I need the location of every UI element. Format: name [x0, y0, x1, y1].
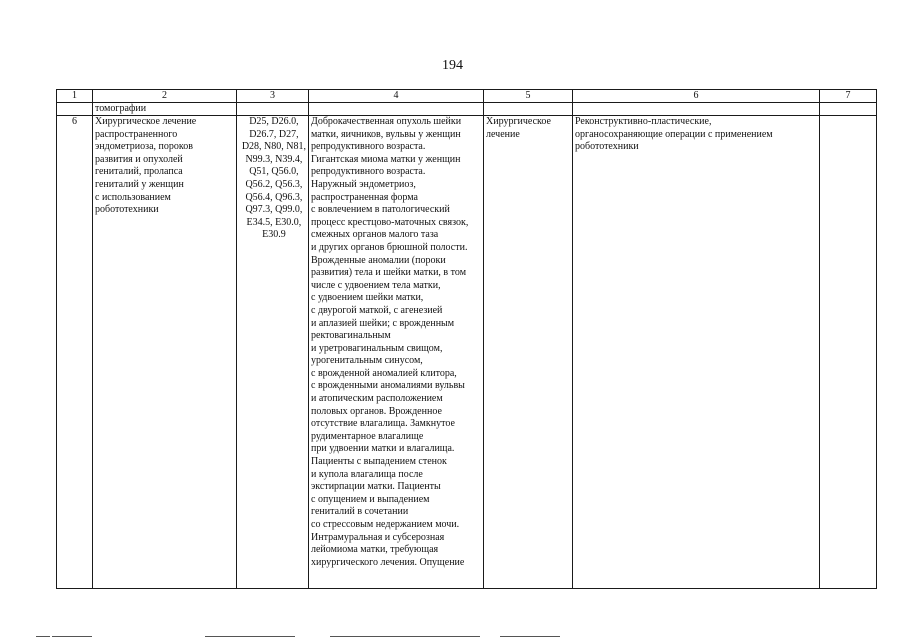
- treatment-type: Хирургическое лечение: [484, 116, 573, 589]
- scan-artifact-line: [52, 636, 92, 637]
- scan-artifact-line: [36, 636, 50, 637]
- row-number: 6: [57, 116, 93, 589]
- table-row: [57, 116, 877, 589]
- page-number: 194: [442, 58, 463, 73]
- patient-model: Доброкачественная опухоль шейки матки, яичников, вульвы у женщин репродуктивного возраста. Гигантская миома матки у женщин репродуктивного возраста. Наружный эндометриоз, распространенная форма с вовлечением в патологический процесс крестцово-маточных связок, смежных органов малого таза и других органов брюшной полости. Врожденные аномалии (пороки развития) тела и шейки матки, в том числе с удвоением тела матки, с удвоением шейки матки, с двурогой маткой, с агенезией и аплазией шейки; с врожденным ректовагинальным и уретровагинальным свищом, урогенитальным синусом, с врожденной аномалией клитора, с врожденными аномалиями вульвы и атопическим расположением половых органов. Врожденное отсутствие влагалища. Замкнутое рудиментарное влагалище при удвоении матки и влагалища. Пациенты с выпадением стенок и купола влагалища после экстирпации матки. Пациенты с опущением и выпадением гениталий в сочетании со стрессовым недержанием мочи. Интрамуральная и субсерозная лейомиома матки, требующая хирургического лечения. Опущение: [309, 116, 484, 589]
- continuation-row: [57, 103, 877, 116]
- header-cell-5: 5: [484, 90, 573, 103]
- continuation-cell-4: [309, 103, 484, 116]
- continuation-cell-2: томографии: [93, 103, 237, 116]
- scan-artifact-line: [500, 636, 560, 637]
- header-cell-6: 6: [573, 90, 820, 103]
- table-header-row: [57, 90, 877, 103]
- icd-codes-cell: [237, 116, 309, 589]
- medical-care-table: [56, 89, 877, 589]
- header-cell-7: 7: [820, 90, 877, 103]
- intervention-name: Хирургическое лечение распространенного эндометриоза, пороков развития и опухолей гениталий, пролапса гениталий у женщин с использованием робототехники: [93, 116, 237, 589]
- continuation-cell-1: [57, 103, 93, 116]
- col7-cell: [820, 116, 877, 589]
- continuation-cell-3: [237, 103, 309, 116]
- treatment-method: Реконструктивно-пластические, органосохраняющие операции с применением робототехники: [573, 116, 820, 589]
- header-cell-1: 1: [57, 90, 93, 103]
- continuation-cell-5: [484, 103, 573, 116]
- header-cell-4: 4: [309, 90, 484, 103]
- header-cell-2: 2: [93, 90, 237, 103]
- icd-codes: D25, D26.0, D26.7, D27, D28, N80, N81, N99.3, N39.4, Q51, Q56.0, Q56.2, Q56.3, Q56.4, Q96.3, Q97.3, Q99.0, E34.5, E30.0, E30.9: [241, 116, 306, 241]
- scan-artifact-line: [205, 636, 295, 637]
- continuation-cell-7: [820, 103, 877, 116]
- header-cell-3: 3: [237, 90, 309, 103]
- scan-artifact-line: [330, 636, 480, 637]
- continuation-cell-6: [573, 103, 820, 116]
